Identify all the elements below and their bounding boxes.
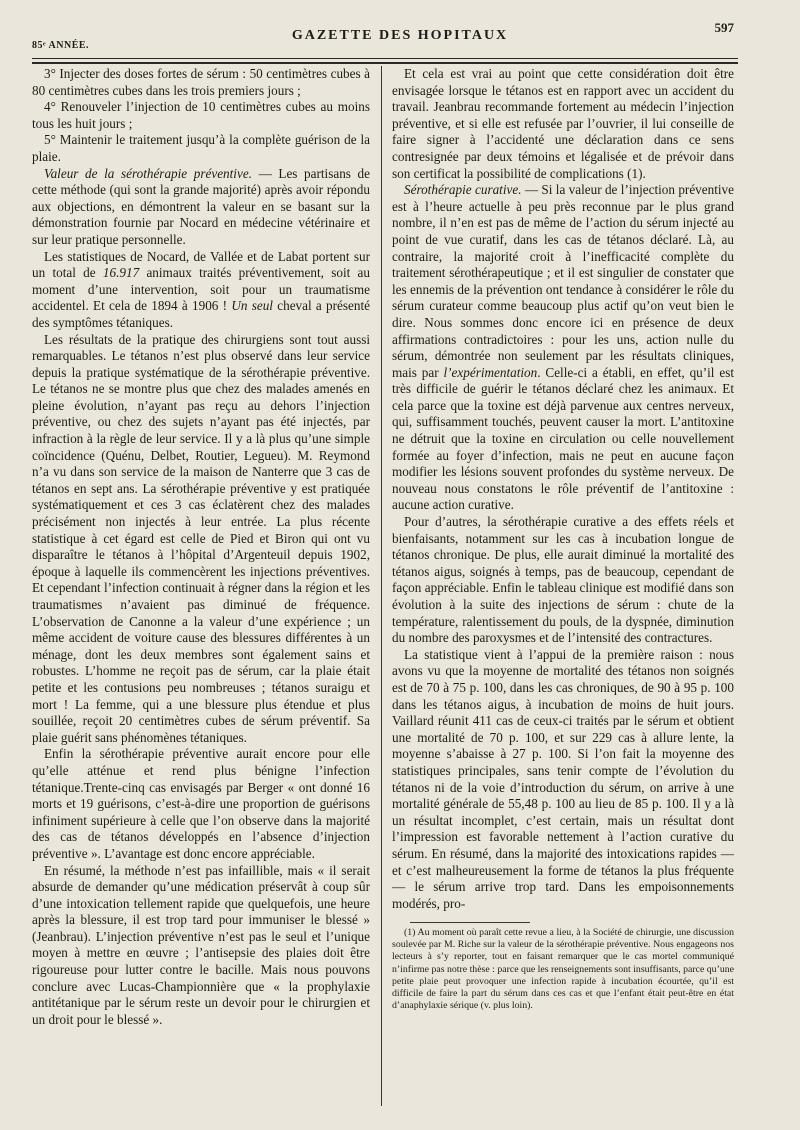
running-head xyxy=(0,0,800,60)
paragraph: Sérothérapie curative. — Si la valeur de l’injection préventive est à l’heure actuelle à peu près reconnue par le plus grand nombre, il n’en est pas de même de l’action du sérum injecté au point de vue curatif, dans les cas de tétanos déclaré. Là, au contraire, la majorité croit à l’inefficacité complète du traitement sérothérapeutique ; et il est singulier de constater que les ennemis de la prévention ont tendance à considérer le rôle du sérum curateur comme beaucoup plus actif qu’on veut bien le dire. Nous sommes donc encore ici en présence de deux affirmations contradictoires : pour les uns, action nulle du sérum, démontrée non seulement par les résultats cliniques, mais par l’expérimentation. Celle-ci a établi, en effet, qu’il est très difficile de guérir le tétanos déclaré chez les animaux. Et cela parce que la toxine est déjà parvenue aux centres nerveux, qui, suffisamment touchés, peuvent causer la mort. L’antitoxine ne détruit que la toxine en circulation ou celle nouvellement formée au foyer d’infection, mais ne peut en aucune façon modifier les lésions souvent profondes du système nerveux. De nouveau nous constatons le rôle préventif de l’antitoxine : aucune action curative. xyxy=(392,182,734,513)
left-column xyxy=(32,66,370,1028)
paragraph: Valeur de la sérothérapie préventive. — Les partisans de cette méthode (qui sont la grande majorité) après avoir répondu aux objections, en démontrent la valeur en se basant sur la démonstration fournie par Nocard en médecine vétérinaire et sur leur pratique personnelle. xyxy=(32,165,370,247)
paragraph: La statistique vient à l’appui de la première raison : nous avons vu que la moyenne de mortalité des tétanos non soignés est de 70 à 75 p. 100, dans les cas chroniques, de 90 à 95 p. 100 dans les tétanos aigus, à incubation de moins de huit jours. Vaillard réunit 411 cas de ceux-ci traités par le sérum et obtient une mortalité de 70 p. 100, et sur 229 cas à allure lente, la moyenne s’abaisse à 27 p. 100. Si l’on fait la moyenne des statistiques principales, sans tenir compte de l’évolution du tétanos ni de la voie d’introduction du sérum, on arrive à une mortalité générale de 55,48 p. 100 au lieu de 85 p. 100. Il y a là un résultat incomplet, c’est certain, mais un résultat dont l’impression est favorable nettement à l’action curative du sérum. En résumé, dans la majorité des intoxications rapides — et c’est malheureusement la forme de tétanos la plus fréquente — le sérum arrive trop tard. Dans les empoisonnements modérés, pro- xyxy=(392,646,734,911)
paragraph: 3° Injecter des doses fortes de sérum : 50 centimètres cubes à 80 centimètres cubes dans les trois premiers jours ; xyxy=(32,66,370,98)
edition-label: 85ᵉ ANNÉE. xyxy=(32,40,90,51)
paragraph: 5° Maintenir le traitement jusqu’à la complète guérison de la plaie. xyxy=(32,132,370,164)
section-heading: Sérothérapie curative. xyxy=(404,182,522,198)
paragraph: Enfin la sérothérapie préventive aurait encore pour elle qu’elle atténue et rend plus bénigne l’infection tétanique.Trente-cinq cas envisagés par Berger « ont donné 16 morts et 19 guérisons, c’est-à-dire une proportion de guérisons infiniment supérieure à celle que l’on observe dans la majorité des cas de tétanos développés en l’absence d’injection préventive ». L’avantage est donc encore appréciable. xyxy=(32,746,370,861)
page-number: 597 xyxy=(714,20,734,35)
paragraph: Les résultats de la pratique des chirurgiens sont tout aussi remarquables. Le tétanos n’est plus observé dans leur service depuis la pratique systématique de la sérothérapie préventive. Le tétanos ne se montre plus que chez des malades amenés en pleine évolution, n’ayant pas reçu au dehors l’injection préventive, ou chez des sujets n’ayant pas été injectés, par infraction à la règle de leur service. Il y a là plus qu’une simple coïncidence (Quénu, Delbet, Routier, Legueu). M. Reymond n’a vu dans son service de la maison de Nanterre que 3 cas de tétanos en sept ans. La sérothérapie préventive y est pratiquée systématiquement et ces 3 cas éclatèrent chez des malades précisément non injectés à leur entrée. La plus récente statistique à cet égard est celle de Pied et Biron qui ont vu disparaître le tétanos à l’hôpital d’Argenteuil depuis 1902, époque à laquelle ils commencèrent les injections préventives. Et cependant l’infection continuait à régner dans la région et les traumatismes n’avaient pas diminué de fréquence. L’observation de Canonne a la valeur d’une expérience ; un même accident de voiture cause des blessures différentes à un ménage, dont les deux membres sont également sains et robustes. L’homme ne reçoit pas de sérum, car la plaie était petite et les contusions peu nombreuses ; tétanos suraigu et mort ! La femme, qui a une blessure plus étendue et plus souillée, reçoit 20 centimètres cubes de sérum préventif. Sa plaie guérit sans phénomènes tétaniques. xyxy=(32,331,370,745)
paragraph: Et cela est vrai au point que cette considération doit être envisagée lorsque le tétanos est en rapport avec un accident du travail. Jeanbrau recommande fortement au médecin l’injection préventive, et si elle est refusée par l’ouvrier, il lui conseille de faire signer à l’accidenté une déclaration dans ce sens contresignée par deux témoins et légalisée et de prévoir dans son certificat la possibilité de complications (1). xyxy=(392,66,734,181)
footnote: (1) Au moment où paraît cette revue a lieu, à la Société de chirurgie, une discussion soulevée par M. Riche sur la valeur de la sérothérapie préventive. Nous engageons nos lecteurs à s’y reporter, tout en faisant remarquer que le cas mortel communiqué n’infirme pas notre thèse : parce que les renseignements sont insuffisants, parce qu’une petite plaie peut provoquer une infection rapide à incubation écourtée, qu’il est difficile de faire la part du sérum dans ces cas et que l’enfant était peut-être en état d’anaphylaxie sérique (v. plus loin). xyxy=(392,927,734,1011)
header-rule xyxy=(32,58,738,59)
column-divider xyxy=(381,66,382,1106)
footnote-rule xyxy=(410,922,530,923)
paragraph: Pour d’autres, la sérothérapie curative a des effets réels et bienfaisants, notamment sur les cas à incubation longue de tétanos chronique. De plus, elle aurait diminué la mortalité des tétanos aigus, soignés à temps, pas de beaucoup, cependant de façon appréciable. Enfin le tableau clinique est modifié dans son évolution à la suite des injections de sérum : chute de la température, ralentissement du pouls, de la dyspnée, diminution du nombre des paroxysmes et de l’intensité des contractures. xyxy=(392,514,734,646)
paragraph: Les statistiques de Nocard, de Vallée et de Labat portent sur un total de 16.917 animaux traités préventivement, soit au moment d’une intervention, soit pour un traumatisme accidentel. Et cela de 1894 à 1906 ! Un seul cheval a présenté des symptômes tétaniques. xyxy=(32,248,371,330)
section-heading: Valeur de la sérothérapie préventive. xyxy=(44,165,252,181)
paragraph: En résumé, la méthode n’est pas infaillible, mais « il serait absurde de demander qu’une médication préservât à coup sûr d’une intoxication tellement rapide que quelquefois, une heure après la blessure, il est trop tard pour immuniser le blessé » (Jeanbrau). L’injection préventive n’est pas le seul et l’unique moyen à mettre en œuvre ; l’antisepsie des plaies doit être rigoureuse pour lutter contre le bacille. Mais nous pouvons conclure avec Lucas-Championnière que « la prophylaxie antitétanique par le sérum reste un devoir pour le chirurgien et un droit pour le blessé ». xyxy=(32,862,370,1027)
right-column xyxy=(392,66,734,1012)
header-rule-thick xyxy=(32,62,738,64)
paragraph: 4° Renouveler l’injection de 10 centimètres cubes au moins tous les huit jours ; xyxy=(32,99,370,131)
journal-title: GAZETTE DES HOPITAUX xyxy=(291,28,509,43)
